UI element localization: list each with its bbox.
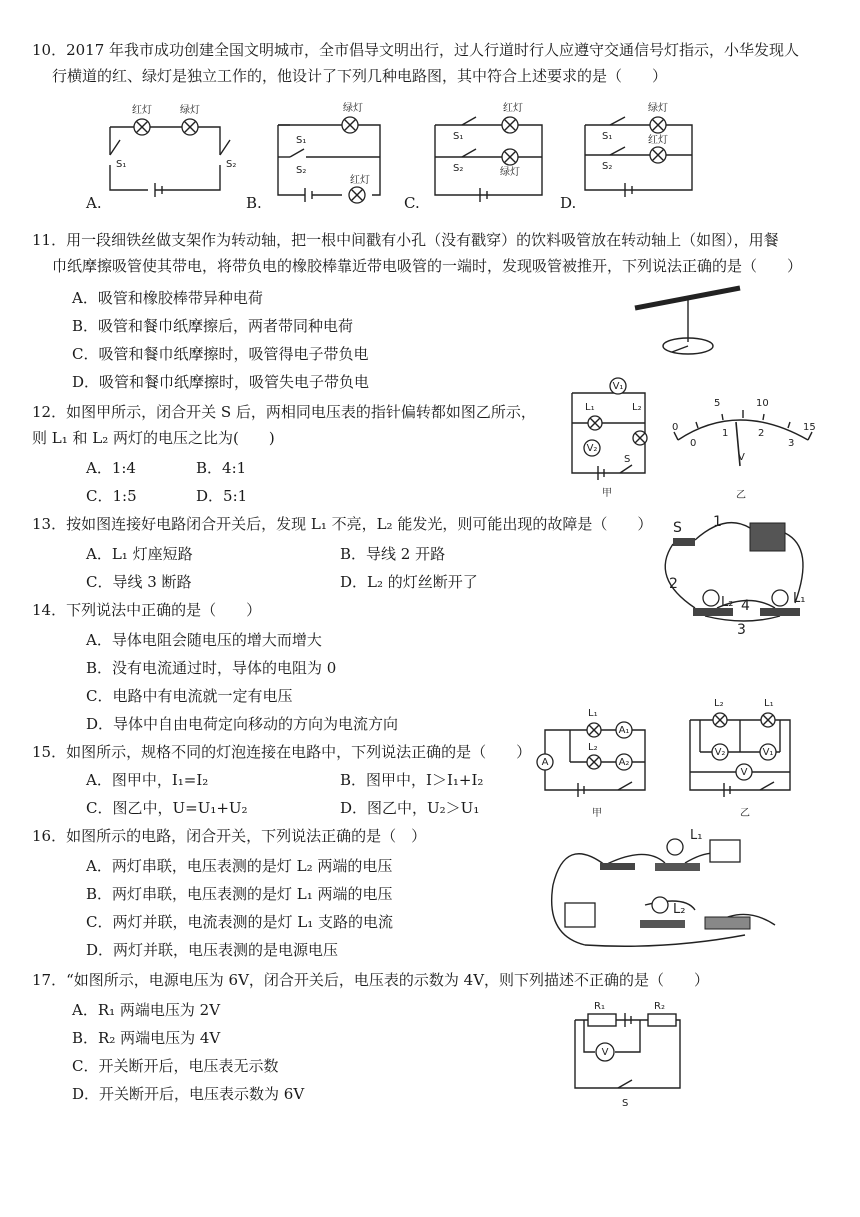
q10-circuit-c bbox=[435, 101, 542, 202]
q15-stem: 15．如图所示，规格不同的灯泡连接在电路中，下列说法正确的是（ ） bbox=[32, 743, 532, 761]
q13-wire3-label: 3 bbox=[737, 622, 746, 638]
q10-c-green-lamp-label: 绿灯 bbox=[500, 167, 520, 178]
q15-option-b: B．图甲中，I＞I₁+I₂ bbox=[340, 771, 484, 789]
q12-circuit-jia bbox=[560, 378, 660, 503]
q15-option-c: C．图乙中，U=U₁+U₂ bbox=[86, 799, 248, 817]
q13-wire2-label: 2 bbox=[669, 576, 678, 592]
q12-option-a: A．1:4 bbox=[86, 459, 136, 477]
q15-caption-jia: 甲 bbox=[592, 808, 602, 819]
q12-dial-top-10: 10 bbox=[756, 398, 769, 409]
q15-yi-l2-label: L₂ bbox=[714, 698, 724, 709]
q15-option-a: A．图甲中，I₁=I₂ bbox=[86, 771, 209, 789]
q15-v2-label: V₂ bbox=[714, 747, 726, 758]
q10-a-green-lamp-label: 绿灯 bbox=[180, 105, 200, 116]
q13-option-b: B．导线 2 开路 bbox=[340, 545, 446, 563]
q17-stem: 17．“如图所示，电源电压为 6V，闭合开关后，电压表的示数为 4V，则下列描述不正确的是（ ） bbox=[32, 971, 710, 989]
q11-option-d: D．吸管和餐巾纸摩擦时，吸管失电子带负电 bbox=[72, 373, 370, 391]
q17-option-b: B．R₂ 两端电压为 4V bbox=[72, 1029, 221, 1047]
q10-circuit-b bbox=[278, 101, 380, 203]
q15-yi-l1-label: L₁ bbox=[764, 698, 774, 709]
q12-stem-line2: 则 L₁ 和 L₂ 两灯的电压之比为( ) bbox=[32, 429, 275, 447]
q10-option-b: B. bbox=[246, 194, 262, 212]
q10-b-green-lamp-label: 绿灯 bbox=[343, 103, 363, 114]
q12-dial-unit: V bbox=[738, 452, 745, 463]
q15-jia-l1-label: L₁ bbox=[588, 708, 598, 719]
q10-b-s2-label: S₂ bbox=[296, 165, 307, 176]
q16-l1-label: L₁ bbox=[690, 828, 703, 843]
q17-s-label: S bbox=[622, 1098, 629, 1109]
q13-physical-circuit bbox=[655, 508, 820, 638]
q12-caption-jia: 甲 bbox=[602, 488, 612, 499]
q17-v-label: V bbox=[601, 1047, 609, 1058]
q10-option-a: A. bbox=[86, 194, 102, 212]
q16-option-d: D．两灯并联，电压表测的是电源电压 bbox=[86, 941, 339, 959]
q10-c-s2-label: S₂ bbox=[453, 163, 464, 174]
q16-option-c: C．两灯并联，电流表测的是灯 L₁ 支路的电流 bbox=[86, 913, 393, 931]
q17-option-d: D．开关断开后，电压表示数为 6V bbox=[72, 1085, 305, 1103]
q15-jia-l2-label: L₂ bbox=[588, 742, 598, 753]
q10-stem-line1: 10．2017 年我市成功创建全国文明城市，全市倡导文明出行，过人行道时行人应遵守交通信号灯指示，小华发现人 bbox=[32, 41, 800, 59]
q10-d-s1-label: S₁ bbox=[602, 131, 613, 142]
q12-s-label: S bbox=[624, 454, 631, 465]
q15-a1-label: A₁ bbox=[618, 725, 630, 736]
q12-v2-label: V₂ bbox=[586, 443, 598, 454]
q16-option-b: B．两灯串联，电压表测的是灯 L₁ 两端的电压 bbox=[86, 885, 393, 903]
q13-stem: 13．按如图连接好电路闭合开关后，发现 L₁ 不亮，L₂ 能发光，则可能出现的故障是（ ） bbox=[32, 515, 653, 533]
q10-circuit-a bbox=[110, 103, 236, 197]
q12-option-d: D．5:1 bbox=[196, 487, 248, 505]
q13-option-a: A．L₁ 灯座短路 bbox=[86, 545, 193, 563]
q11-option-a: A．吸管和橡胶棒带异种电荷 bbox=[72, 289, 263, 307]
q12-dial-top-15: 15 bbox=[803, 422, 816, 433]
q12-option-c: C．1:5 bbox=[86, 487, 137, 505]
q12-dial-bottom-0: 0 bbox=[690, 438, 697, 449]
q15-a-label: A bbox=[541, 757, 549, 768]
q10-circuit-d bbox=[585, 101, 692, 197]
q14-option-a: A．导体电阻会随电压的增大而增大 bbox=[86, 631, 322, 649]
q10-d-green-lamp-label: 绿灯 bbox=[648, 103, 668, 114]
q15-caption-yi: 乙 bbox=[740, 808, 750, 819]
q15-v-label: V bbox=[740, 767, 748, 778]
q17-option-a: A．R₁ 两端电压为 2V bbox=[72, 1001, 221, 1019]
q14-option-b: B．没有电流通过时，导体的电阻为 0 bbox=[86, 659, 337, 677]
q13-wire1-label: 1 bbox=[713, 514, 722, 530]
q12-v1-label: V₁ bbox=[612, 381, 624, 392]
q14-option-c: C．电路中有电流就一定有电压 bbox=[86, 687, 293, 705]
q10-a-s1-label: S₁ bbox=[116, 159, 127, 170]
q12-dial-bottom-2: 2 bbox=[758, 428, 765, 439]
q17-option-c: C．开关断开后，电压表无示数 bbox=[72, 1057, 279, 1075]
q10-a-red-lamp-label: 红灯 bbox=[132, 105, 152, 116]
q10-b-s1-label: S₁ bbox=[296, 135, 307, 146]
q15-option-d: D．图乙中，U₂＞U₁ bbox=[340, 799, 480, 817]
q13-l1-label: L₁ bbox=[793, 591, 806, 606]
q12-option-b: B．4:1 bbox=[196, 459, 247, 477]
q12-dial-top-0: 0 bbox=[672, 422, 679, 433]
q10-d-s2-label: S₂ bbox=[602, 161, 613, 172]
q12-dial-top-5: 5 bbox=[714, 398, 721, 409]
q10-option-c: C. bbox=[404, 194, 420, 212]
q12-caption-yi: 乙 bbox=[736, 490, 746, 501]
q10-circuit-figures bbox=[80, 95, 800, 220]
q11-option-c: C．吸管和餐巾纸摩擦时，吸管得电子带负电 bbox=[72, 345, 369, 363]
q12-stem-line1: 12．如图甲所示，闭合开关 S 后，两相同电压表的指针偏转都如图乙所示， bbox=[32, 403, 536, 421]
q16-option-a: A．两灯串联，电压表测的是灯 L₂ 两端的电压 bbox=[86, 857, 393, 875]
q11-option-b: B．吸管和餐巾纸摩擦后，两者带同种电荷 bbox=[72, 317, 354, 335]
q14-stem: 14．下列说法中正确的是（ ） bbox=[32, 601, 262, 619]
q17-r2-label: R₂ bbox=[654, 1001, 665, 1012]
q10-stem-line2: 行横道的红、绿灯是独立工作的，他设计了下列几种电路图，其中符合上述要求的是（ ） bbox=[52, 67, 668, 85]
q13-option-c: C．导线 3 断路 bbox=[86, 573, 192, 591]
q12-dial-bottom-1: 1 bbox=[722, 428, 729, 439]
q10-c-s1-label: S₁ bbox=[453, 131, 464, 142]
q16-physical-circuit bbox=[545, 825, 785, 955]
q10-option-d: D. bbox=[560, 194, 577, 212]
q13-l2-label: L₂ bbox=[721, 595, 734, 610]
q12-dial-bottom-3: 3 bbox=[788, 438, 795, 449]
q10-c-red-lamp-label: 红灯 bbox=[503, 103, 523, 114]
q10-a-s2-label: S₂ bbox=[226, 159, 237, 170]
q12-meter-dial-yi bbox=[668, 390, 818, 505]
q11-straw-figure bbox=[630, 280, 750, 360]
q13-s-label: S bbox=[673, 520, 682, 536]
q15-a2-label: A₂ bbox=[618, 757, 630, 768]
q13-wire4-label: 4 bbox=[741, 598, 750, 614]
q10-b-red-lamp-label: 红灯 bbox=[350, 175, 370, 186]
q16-l2-label: L₂ bbox=[673, 902, 686, 917]
q15-circuit-yi bbox=[680, 690, 810, 820]
q12-l2-label: L₂ bbox=[632, 402, 642, 413]
q15-circuit-jia bbox=[540, 690, 680, 820]
q12-l1-label: L₁ bbox=[585, 402, 595, 413]
q13-option-d: D．L₂ 的灯丝断开了 bbox=[340, 573, 478, 591]
q17-r1-label: R₁ bbox=[594, 1001, 605, 1012]
q17-circuit bbox=[560, 1000, 700, 1115]
q10-d-red-lamp-label: 红灯 bbox=[648, 135, 668, 146]
q11-stem-line1: 11．用一段细铁丝做支架作为转动轴，把一根中间戳有小孔（没有戳穿）的饮料吸管放在转动轴上（如图），用餐 bbox=[32, 231, 779, 249]
q16-stem: 16．如图所示的电路，闭合开关，下列说法正确的是（ ） bbox=[32, 827, 427, 845]
q15-v1-label: V₁ bbox=[762, 747, 774, 758]
q14-option-d: D．导体中自由电荷定向移动的方向为电流方向 bbox=[86, 715, 399, 733]
q11-stem-line2: 巾纸摩擦吸管使其带电，将带负电的橡胶棒靠近带电吸管的一端时，发现吸管被推开，下列说法正确的是（ ） bbox=[52, 257, 803, 275]
